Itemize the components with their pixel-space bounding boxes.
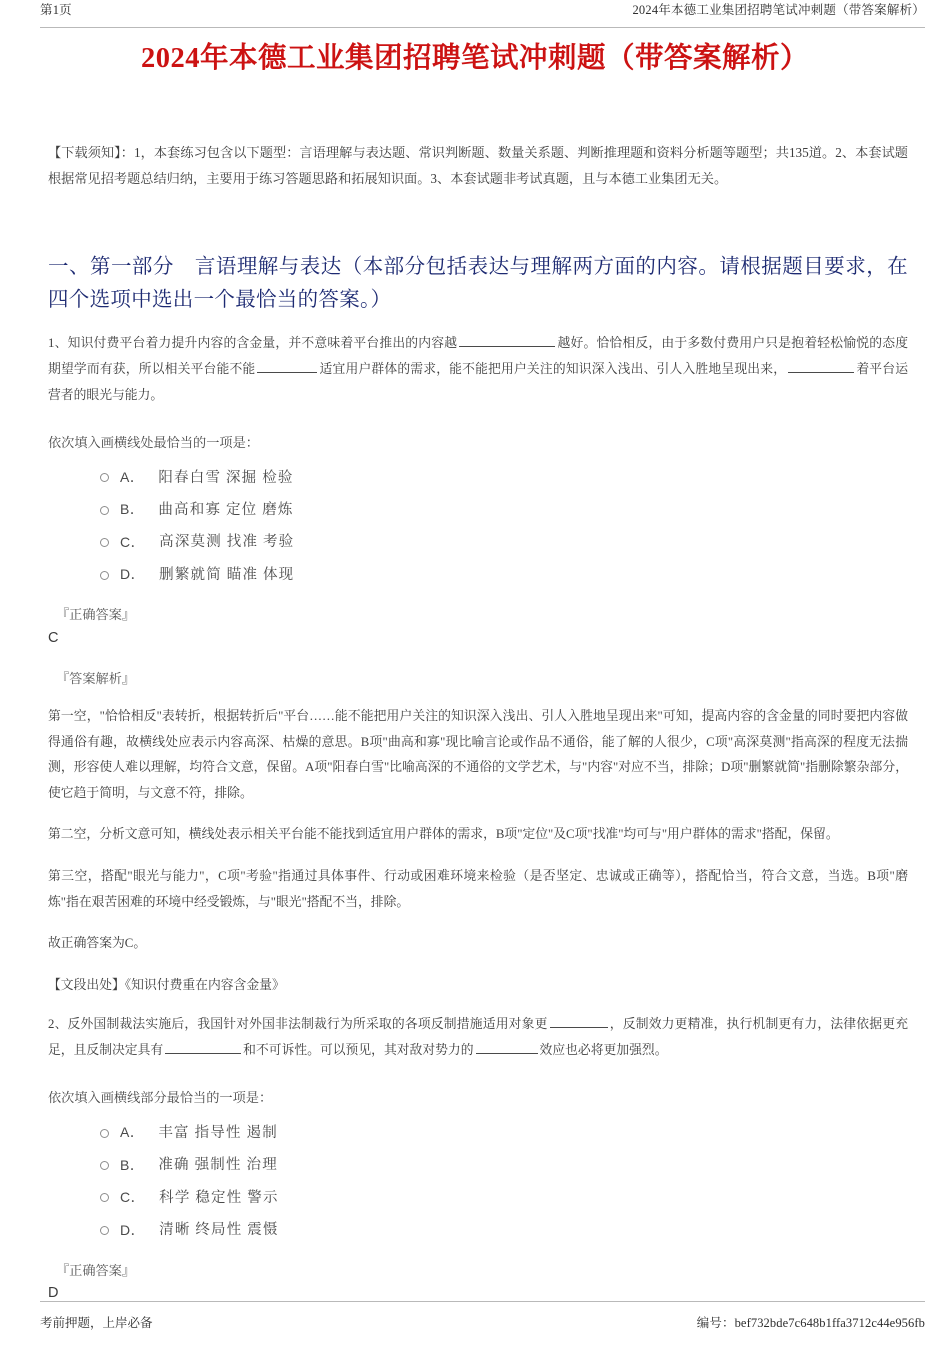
radio-button-icon[interactable] (100, 473, 109, 482)
option-text: 删繁就简 瞄准 体现 (159, 566, 295, 583)
option-letter: C． (120, 533, 146, 550)
question-prompt: 依次填入画横线部分最恰当的一项是： (48, 1090, 273, 1106)
radio-button-icon[interactable] (100, 571, 109, 580)
option-item[interactable] (48, 1122, 908, 1144)
stem-segment: 1、知识付费平台着力提升内容的含金量，并不意味着平台推出的内容越 (48, 336, 458, 351)
option-item[interactable] (48, 1154, 908, 1176)
option-text: 丰富 指导性 遏制 (158, 1124, 278, 1141)
option-text: 清晰 终局性 震慑 (159, 1222, 279, 1239)
radio-button-icon[interactable] (100, 1226, 109, 1235)
document-body (48, 140, 908, 1305)
stem-segment: 效应也必将更加强烈。 (539, 1043, 668, 1058)
radio-button-icon[interactable] (100, 1161, 109, 1170)
option-item[interactable] (48, 531, 908, 553)
running-header (40, 0, 925, 28)
option-letter: C． (120, 1189, 146, 1206)
page-title: 2024年本德工业集团招聘笔试冲刺题（带答案解析） (140, 43, 809, 74)
option-text: 准确 强制性 治理 (158, 1157, 278, 1174)
option-text: 曲高和寡 定位 磨炼 (158, 501, 294, 518)
stem-segment: 和不可诉性。可以预见，其对敌对势力的 (243, 1043, 474, 1058)
option-letter: B． (120, 1156, 145, 1173)
fill-blank (476, 1042, 538, 1054)
options-list (48, 1122, 908, 1242)
running-footer (40, 1301, 925, 1331)
fill-blank (788, 361, 854, 373)
source-reference: 【文段出处】《知识付费重在内容含金量》 (48, 977, 285, 992)
fill-blank (165, 1042, 241, 1054)
analysis-paragraph: 故正确答案为C。 (48, 936, 147, 951)
fill-blank (257, 361, 317, 373)
analysis-paragraph: 第一空，"恰恰相反"表转折，根据转折后"平台……能不能把用户关注的知识深入浅出、引人入胜地呈现出来"可知，提高内容的含金量的同时要把内容做得通俗有趣，故横线处应表示内容高深、枯燥的意思。B项"曲高和寡"现比喻言论或作品不通俗，能了解的人很少，C项"高深莫测"指高深的程度无法揣测，形容使人难以理解，均符合文意，保留。A项"阳春白雪"比喻高深的不通俗的文学艺术，与"内容"对应不当，排除；D项"删繁就简"指删除繁杂部分，使它趋于简明，与文意不符，排除。 (48, 709, 908, 800)
question-block (48, 331, 908, 998)
correct-answer-label: 『正确答案』 (56, 607, 136, 623)
question-prompt: 依次填入画横线处最恰当的一项是： (48, 434, 259, 450)
option-text: 阳春白雪 深掘 检验 (158, 469, 294, 486)
stem-segment: ，反制效力更精准，执行机制更有力，法律依据更充足，且反制决定具有 (48, 1017, 908, 1058)
option-item[interactable] (48, 1219, 908, 1241)
option-letter: A． (120, 468, 145, 485)
option-item[interactable] (48, 1187, 908, 1209)
footer-document-id (697, 1313, 925, 1331)
id-value: bef732bde7c648b1ffa3712c44e956fb (734, 1316, 925, 1330)
section-heading: 一、第一部分 言语理解与表达（本部分包括表达与理解两方面的内容。请根据题目要求，在四个选项中选出一个最恰当的答案。） (48, 255, 908, 312)
radio-button-icon[interactable] (100, 538, 109, 547)
option-text: 科学 稳定性 警示 (159, 1189, 279, 1206)
stem-segment: 2、反外国制裁法实施后，我国针对外国非法制裁行为所采取的各项反制措施适用对象更 (48, 1017, 548, 1032)
option-letter: D． (120, 566, 146, 583)
footer-slogan: 考前押题，上岸必备 (40, 1316, 153, 1330)
option-item[interactable] (48, 467, 908, 489)
stem-segment: 着平台运营者的眼光与能力。 (48, 362, 909, 402)
analysis-paragraph: 第二空，分析文意可知，横线处表示相关平台能不能找到适宜用户群体的需求，B项"定位"及C项"找准"均可与"用户群体的需求"搭配，保留。 (48, 827, 839, 842)
correct-answer-value: C (48, 629, 59, 646)
page-number-label: 第1页 (40, 3, 72, 17)
stem-segment: 适宜用户群体的需求，能不能把用户关注的知识深入浅出、引人入胜地呈现出来， (319, 362, 787, 377)
answer-analysis-label: 『答案解析』 (56, 670, 136, 686)
radio-button-icon[interactable] (100, 1129, 109, 1138)
option-letter: B． (120, 501, 145, 518)
question-stem (48, 1012, 908, 1064)
id-label: 编号： (696, 1316, 735, 1330)
option-item[interactable] (48, 564, 908, 586)
correct-answer-label: 『正确答案』 (56, 1262, 136, 1278)
option-letter: A． (120, 1124, 145, 1141)
option-letter: D． (120, 1221, 146, 1238)
option-item[interactable] (48, 499, 908, 521)
running-title: 2024年本德工业集团招聘笔试冲刺题（带答案解析） (632, 3, 925, 17)
radio-button-icon[interactable] (100, 506, 109, 515)
option-text: 高深莫测 找准 考验 (159, 534, 295, 551)
question-block (48, 1012, 908, 1305)
question-stem (48, 331, 908, 409)
fill-blank (550, 1016, 608, 1028)
analysis-paragraph: 第三空，搭配"眼光与能力"，C项"考验"指通过具体事件、行动或困难环境来检验（是否坚定、忠诚或正确等），搭配恰当，符合文意，当选。B项"磨炼"指在艰苦困难的环境中经受锻炼，与"眼光"搭配不当，排除。 (48, 868, 908, 909)
options-list (48, 467, 908, 587)
download-notice: 【下载须知】：1，本套练习包含以下题型：言语理解与表达题、常识判断题、数量关系题、判断推理题和资料分析题等题型；共135道。2、本套试题根据常见招考题总结归纳，主要用于练习答题思路和拓展知识面。3、本套试题非考试真题，且与本德工业集团无关。 (48, 145, 908, 187)
correct-answer-value: D (48, 1285, 59, 1302)
fill-blank (459, 335, 555, 347)
stem-segment: 越好。恰恰相反，由于多数付费用户只是抱着轻松愉悦的态度期望学而有获，所以相关平台能不能 (48, 336, 909, 377)
radio-button-icon[interactable] (100, 1193, 109, 1202)
